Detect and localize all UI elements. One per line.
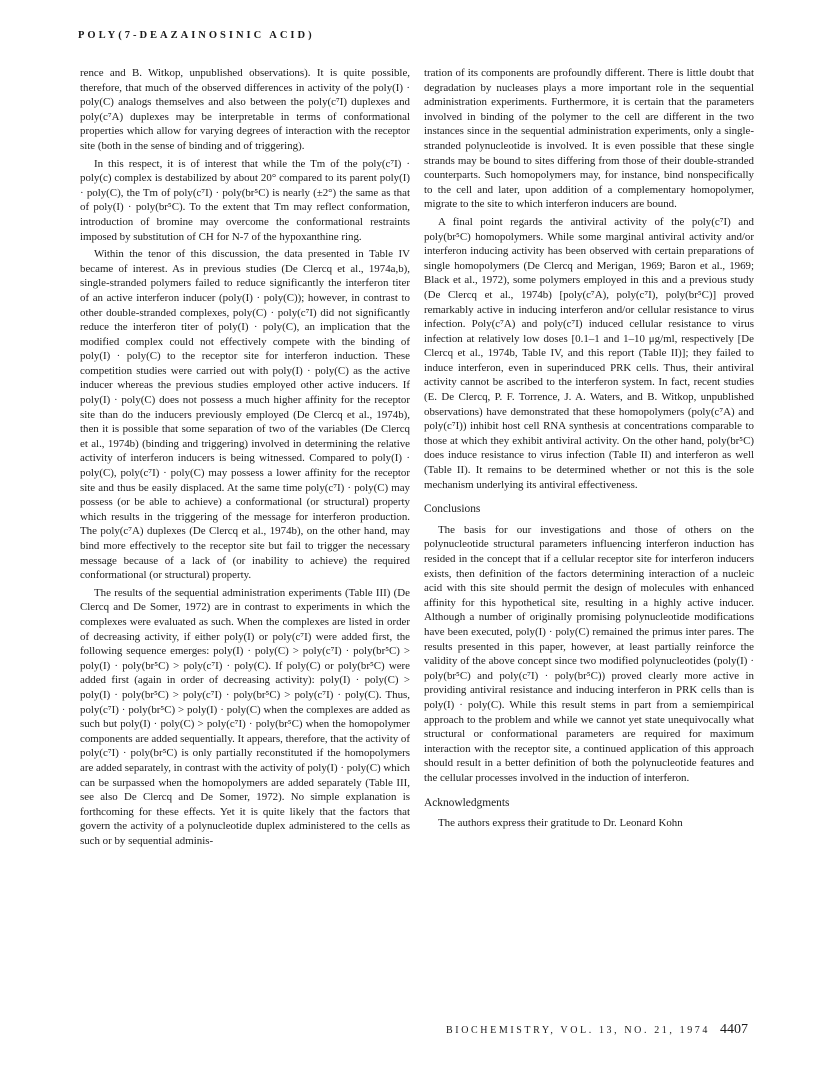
right-column [424, 66, 754, 834]
paragraph: A final point regards the antiviral activity of the poly(c⁷I) and poly(br⁵C) homopolymers. While some marginal antiviral activity and/or interferon inducing activity has been observed with certain preparations of single homopolymers (De Clercq and Merigan, 1969; Baron et al., 1969; Black et al., 1972), some polymers employed in this and a previous study (De Clercq et al., 1974b) [poly(c⁷A), poly(c⁷I), poly(br⁵C)] proved remarkably active in inducing interferon and/or cellular resistance to virus infection. Poly(c⁷A) and poly(c⁷I) induced cellular resistance to virus infection at relatively low doses [0.1–1 and 1–10 μg/ml, respectively [De Clercq et al., 1974b, Table IV, and this report (Table II)]; they failed to induce interferon, even in superinduced PRK cells. Thus, their antiviral activity cannot be ascribed to the interferon system. In fact, recent studies (E. De Clercq, P. F. Torrence, J. A. Waters, and B. Witkop, unpublished observations) have demonstrated that these homopolymers (poly(c⁷A) and poly(c⁷I)) inhibit host cell RNA synthesis at concentrations comparable to those at which they exhibit antiviral activity. On the other hand, poly(br⁵C) does induce resistance to virus infection (Table II) and interferon as well (Table II). It remains to be determined whether or not this is the sole mechanism underlying its antiviral effectiveness. [424, 215, 754, 491]
acknowledgments-heading: Acknowledgments [424, 796, 510, 809]
conclusions-heading: Conclusions [424, 503, 481, 516]
paragraph: Within the tenor of this discussion, the data presented in Table IV became of interest. As in previous studies (De Clercq et al., 1974a,b), single-stranded polymers failed to reduce significantly the interferon titer of an active interferon inducer (poly(I) · poly(C)); however, in contrast to other double-stranded complexes, poly(C) · poly(c⁷I) did not significantly reduce the interferon titer of poly(I) · poly(C), an implication that the modified complex could not effectively compete with the binding of poly(I) · poly(C) to the receptor site for interferon induction. These competition studies were carried out with poly(I) · poly(C) as the active inducer whereas the previous studies employed other active inducers. If poly(I) · poly(C) does not possess a much higher affinity for the receptor site than do the inducers previously employed (De Clercq et al., 1974b), then it is possible that some separation of two of the variables (De Clercq et al., 1974b) (binding and triggering) involved in determining the relative activity of interferon inducers is being witnessed. Compared to poly(I) · poly(C), poly(c⁷I) · poly(C) may possess a lower affinity for the receptor site and thus be easily displaced. At the same time poly(c⁷I) · poly(C) may possess (or be able to achieve) a conformational (or structural) property which results in the triggering of the message for interferon production. The poly(c⁷A) duplexes (De Clercq et al., 1974b), on the other hand, may bind more effectively to the receptor site but fail to trigger the necessary message because of a lack of (or inability to achieve) the required conformational (or structural) property. [80, 248, 410, 582]
running-head: POLY(7-DEAZAINOSINIC ACID) [78, 30, 315, 41]
paragraph: The results of the sequential administration experiments (Table III) (De Clercq and De Somer, 1972) are in contrast to experiments in which the complexes were evaluated as such. When the complexes are listed in order of decreasing activity, if either poly(I) or poly(c⁷I) were added first, the following sequence emerges: poly(I) · poly(C) > poly(c⁷I) · poly(br⁵C) > poly(I) · poly(br⁵C) > poly(c⁷I) · poly(C). If poly(C) or poly(br⁵C) were added first (again in order of decreasing activity): poly(I) · poly(C) > poly(I) · poly(br⁵C) > poly(c⁷I) · poly(br⁵C) > poly(c⁷I) · poly(C). Thus, poly(c⁷I) · poly(br⁵C) > poly(I) · poly(C) when the complexes are added as such but poly(I) · poly(C) > poly(c⁷I) · poly(br⁵C) when the homopolymer components are added sequentially. It appears, therefore, that the activity of poly(c⁷I) · poly(br⁵C) is only partially reconstituted if the homopolymers are added separately, in contrast with the activity of poly(I) · poly(C) which can be surpassed when the homopolymers are added separately (Table III, see also De Clercq and De Somer, 1972). No simple explanation is forthcoming for these effects. Yet it is quite likely that the factors that govern the activity of a polynucleotide duplex administered to the cells as such or by sequential adminis- [80, 586, 410, 847]
paragraph: tration of its components are profoundly different. There is little doubt that degradation by nucleases plays a more important role in the sequential administration experiments. Furthermore, it is certain that the parameters involved in binding of the polymer to the cell are different in the two instances since in the sequential administration experiments, only a single-stranded polynucleotide is involved. It is even possible that these single strands may be bound to sites differing from those of their double-stranded counterparts. Such homopolymers may, for instance, bind nonspecifically to the cell and later, upon addition of a complementary homopolymer, migrate to the site to which interferon inducers are bound. [424, 67, 754, 211]
journal-citation: BIOCHEMISTRY, VOL. 13, NO. 21, 1974 [446, 1025, 710, 1036]
page-number: 4407 [720, 1022, 748, 1037]
conclusions-paragraph: The basis for our investigations and those of others on the polynucleotide structural parameters influencing interferon induction has resided in the concept that if a cellular receptor site for interferon inducers exists, then definition of the factors determining interaction of a nucleic acid with this site should permit the design of molecules with enhanced affinity for this hypothetical site, resulting in a highly active inducer. Although a number of originally promising polynucleotide modifications have been executed, poly(I) · poly(C) remained the primus inter pares. The results presented in this paper, however, at least partially reinforce the validity of the above concept since two modified polynucleotides (poly(I) · poly(br⁵C) and poly(c⁷I) · poly(br⁵C)) proved clearly more active in providing antiviral resistance and inducing interferon in PRK cells than is poly(I) · poly(C). While this result stems in part from a semiempirical approach to the problem and while we cannot yet state unequivocally what structural or conformational parameters are required for maximum interaction with the receptor site, a continued application of this approach should result in a better definition of both the polynucleotide features and the cellular processes involved in the induction of interferon. [424, 523, 754, 784]
acknowledgments-paragraph: The authors express their gratitude to Dr. Leonard Kohn [438, 817, 683, 830]
page-footer [446, 1022, 748, 1038]
left-column [80, 66, 410, 851]
paragraph: rence and B. Witkop, unpublished observations). It is quite possible, therefore, that much of the observed differences in activity of the poly(I) · poly(C) analogs themselves and also between the poly(c⁷I) duplexes and poly(c⁷A) duplexes may be interpretable in terms of conformational properties which allow for varying degrees of interaction with the receptor site (both in the sense of binding and of triggering). [80, 67, 410, 152]
paragraph: In this respect, it is of interest that while the Tm of the poly(c⁷I) · poly(c) complex is destabilized by about 20° compared to its parent poly(I) · poly(C), the Tm of poly(c⁷I) · poly(br⁵C) is nearly (±2°) the same as that of poly(I) · poly(br⁵C). To the extent that Tm may reflect conformation, introduction of bromine may overcome the conformational restraints imposed by substitution of CH for N-7 of the hypoxanthine ring. [80, 157, 410, 243]
